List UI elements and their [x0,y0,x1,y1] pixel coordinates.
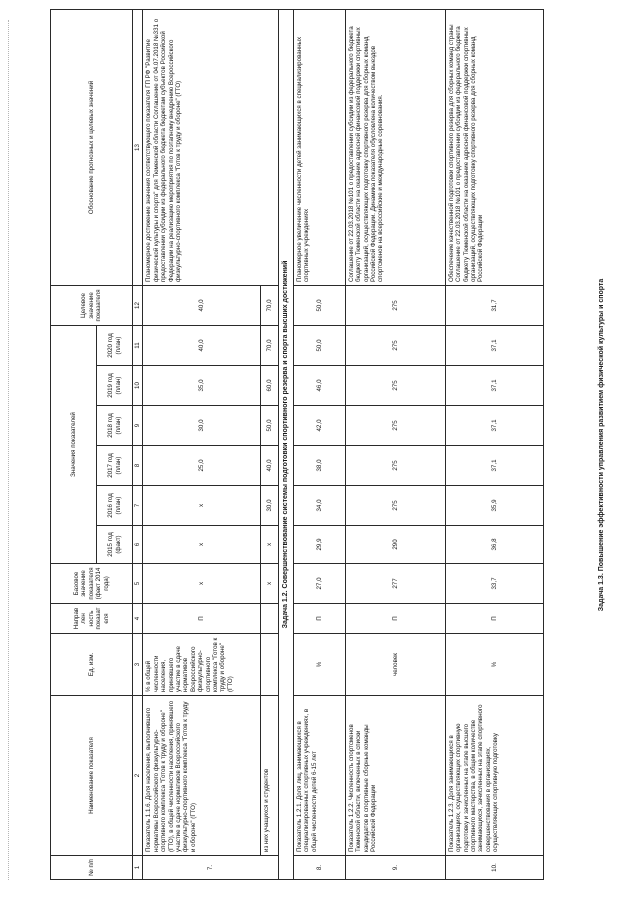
value-2019: 46,0 [293,366,345,406]
value-2015: 36,8 [445,526,543,564]
value-2017: 38,0 [293,446,345,486]
value-base: 33,7 [445,564,543,604]
column-number: 6 [133,526,143,564]
header-2019: 2019 год (план) [97,366,133,406]
value-2017: 25,0 [143,446,261,486]
value-2015: 29,9 [293,526,345,564]
value-2018: 30,0 [143,406,261,446]
header-2017: 2017 год (план) [97,446,133,486]
header-unit: Ед. изм. [51,634,133,696]
value-2018: 37,1 [445,406,543,446]
column-number: 3 [133,634,143,696]
value-target: 40,0 [143,285,261,325]
value-2018: 50,0 [261,406,279,446]
indicator-justification: Соглашение от 22.03.2018 №101 о предоставлении субсидии из федерального бюджета бюджету Тюменской области на оказание адресной финансовой поддержки спортивных организаций, осуществляющих подготовку спортивного резерва для сборных команд Российской Федерации. Динамика показателя обусловлена количеством выездов спортсменов на всероссийские и международные соревнования. [345,9,445,285]
column-number: 10 [133,366,143,406]
row-number: 8. [293,856,345,880]
value-2020: 70,0 [261,325,279,365]
indicator-unit: % [293,634,345,696]
value-2016: 30,0 [261,486,279,526]
value-target: 275 [345,285,445,325]
value-target: 31,7 [445,285,543,325]
indicator-direction [261,604,279,634]
value-2015: х [143,526,261,564]
header-no: № п/п [51,856,133,880]
value-2016: 275 [345,486,445,526]
column-number: 5 [133,564,143,604]
column-number: 2 [133,696,143,856]
table-row [293,9,345,879]
column-number: 12 [133,285,143,325]
value-2017: 37,1 [445,446,543,486]
column-number: 1 [133,856,143,880]
column-number: 8 [133,446,143,486]
row-number: 10. [445,856,543,880]
value-2019: 35,0 [143,366,261,406]
value-2015: 290 [345,526,445,564]
value-2020: 40,0 [143,325,261,365]
column-number: 7 [133,486,143,526]
header-values-group: Значения показателей [51,325,97,563]
indicator-name: Показатель 1.1.6. Доля населения, выполнившего нормативы Всероссийского физкультурно-спортивного комплекса "Готов к труду и обороне" (ГТО), в общей численности населения, принявшего участие в сдаче нормативов Всероссийского физкультурно-спортивного комплекса "Готов к труду и обороне" (ГТО) [143,696,261,856]
indicator-justification: Планомерное достижение значения соответствующего показателя ГП РФ "Развитие физической культуры и спорта" для Тюменской области Соглашение от 04.07.2018 №331 о предоставлении субсидии из федерального бюджета бюджетам субъектов Российской Федерации на реализацию мероприятия по поэтапному внедрению Всероссийского физкультурно-спортивного комплекса "Готов к труду и обороне" (ГТО) [143,9,279,285]
header-base: Базовое значение показателя (факт 2014 года) [51,564,133,604]
indicator-direction: П [345,604,445,634]
value-base: 27,0 [293,564,345,604]
indicator-name: из них учащихся и студентов [261,696,279,856]
header-2018: 2018 год (план) [97,406,133,446]
value-base: х [143,564,261,604]
column-number: 11 [133,325,143,365]
row-number: 9. [345,856,445,880]
value-2019: 275 [345,366,445,406]
value-2018: 42,0 [293,406,345,446]
header-2015: 2015 год (факт) [97,526,133,564]
table-row [345,9,445,879]
indicator-name: Показатель 1.2.2. Численность спортсменов Тюменской области, включенных в списки кандидатов в спортивные сборные команды Российской Федерации [345,696,445,856]
indicator-direction: П [445,604,543,634]
indicator-justification: Планомерное увеличение численности детей занимающихся в специализированных спортивных учреждениях [293,9,345,285]
header-2016: 2016 год (план) [97,486,133,526]
column-number: 9 [133,406,143,446]
indicator-unit [261,634,279,696]
value-2019: 37,1 [445,366,543,406]
task-heading: Задача 1.2. Совершенствование системы подготовки спортивного резерва и спорта высших достижений [279,9,293,879]
indicators-table [50,9,544,880]
row-number: 7. [143,856,279,880]
task-row [279,9,293,879]
header-direction: Направлен ность показателя [51,604,133,634]
table-row [143,9,261,879]
rotated-table-canvas [50,10,605,880]
column-number: 13 [133,9,143,285]
value-2017: 275 [345,446,445,486]
value-2020: 37,1 [445,325,543,365]
indicator-unit: % [445,634,543,696]
value-2015: х [261,526,279,564]
value-2018: 275 [345,406,445,446]
column-number-row [133,9,143,879]
table-row [445,9,543,879]
indicator-unit: человек [345,634,445,696]
value-base: 277 [345,564,445,604]
header-2020: 2020 год (план) [97,325,133,365]
value-2019: 60,0 [261,366,279,406]
column-number: 4 [133,604,143,634]
value-2016: 34,0 [293,486,345,526]
value-2016: х [143,486,261,526]
indicator-name: Показатель 1.2.1. Доля лиц, занимающихся в специализированных спортивных учреждениях, в общей численности детей 6-15 лет [293,696,345,856]
indicator-unit: % в общей численности населения, принявшего участие в сдаче нормативов Всероссийского физкультурно-спортивного комплекса "Готов к труду и обороне" (ГТО) [143,634,261,696]
value-2017: 40,0 [261,446,279,486]
header-justification: Обоснование прогнозных и целевых значений [51,9,133,285]
value-target: 70,0 [261,285,279,325]
indicator-name: Показатель 1.2.3. Доля занимающихся в организациях, осуществляющих спортивную подготовку и зачисленных на этапе высшего спортивного мастерства, в общем количестве занимающихся, зачисленных на этапе спортивного совершенствования в организациях, осуществляющих спортивную подготовку [445,696,543,856]
indicator-justification: Обеспечение качественной подготовки спортивного резерва для сборных команд страны Соглашение от 22.03.2018 №101 о предоставлении субсидии из федерального бюджета бюджету Тюменской области на оказание адресной финансовой поддержки спортивных организаций, осуществляющих подготовку спортивного резерва для сборных команд Российской Федерации [445,9,543,285]
indicator-direction: П [293,604,345,634]
value-2016: 35,9 [445,486,543,526]
task-heading-1-3: Задача 1.3. Повышение эффективности управления развитием физической культуры и спорта [598,278,605,612]
value-target: 50,0 [293,285,345,325]
header-name: Наименование показателя [51,696,133,856]
value-2020: 275 [345,325,445,365]
indicator-direction: П [143,604,261,634]
value-2020: 50,0 [293,325,345,365]
scan-edge-line [8,20,10,880]
value-base: х [261,564,279,604]
header-target: Целевое значение показателя [51,285,133,325]
